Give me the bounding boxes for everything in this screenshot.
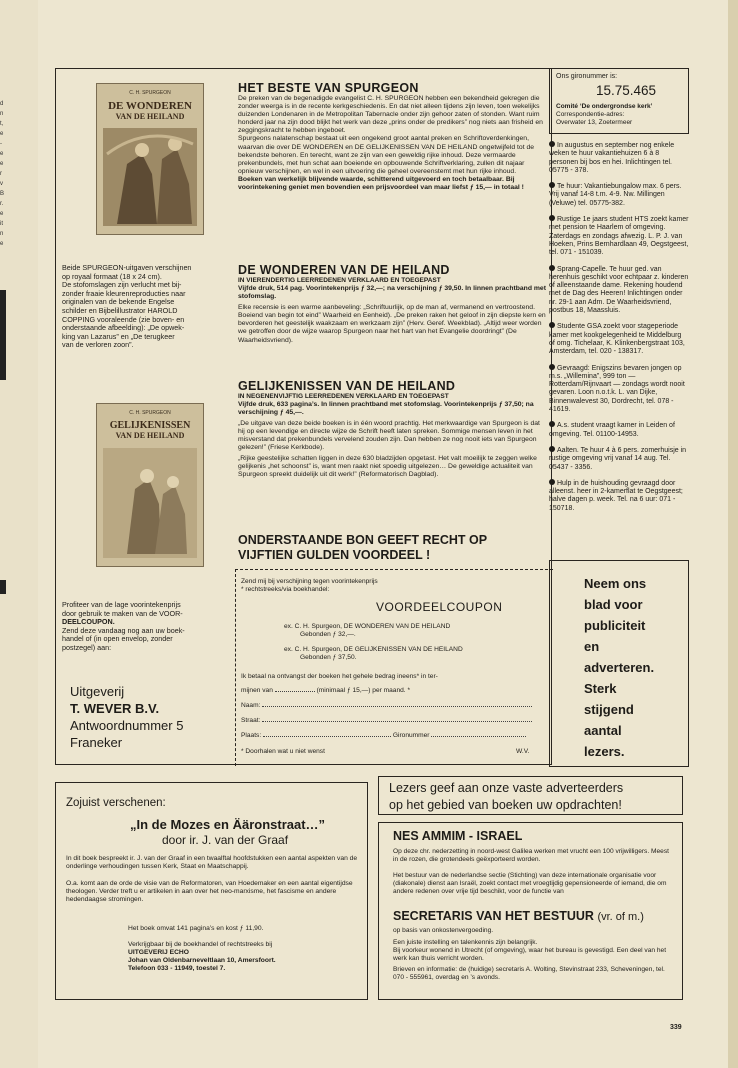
spine-text: e [0, 131, 4, 137]
spine-black-bar [0, 580, 6, 594]
ad-text: Te huur: Vakantiebungalow max. 6 pers. Vrij vanaf 14-8 t.m. 4-9. Nw. Millingen (Veluwe) tel. 05775-382. [549, 183, 682, 207]
spine-text: n [0, 231, 4, 237]
spine-text: e [0, 241, 4, 247]
gironummer-label: Gironummer [392, 732, 430, 739]
magazine-page [38, 0, 738, 1068]
ad-text: In augustus en september nog enkele weken te huur vakantiehuizen 6 à 8 personen bij bos en hei. Inlichtingen tel. 05775 - 378. [549, 142, 675, 174]
promo-line: Neem ons [584, 576, 647, 591]
classified-ads [549, 141, 689, 520]
voordeelcoupon [235, 569, 553, 766]
previous-page-spine [0, 0, 39, 1068]
mozes-ad [55, 782, 368, 1000]
nes-role-suffix: (vr. of m.) [597, 911, 644, 923]
intro-line: De stofomslagen zijn verlucht met bij- [62, 280, 182, 290]
gelijkenissen-price: Vijfde druk, 633 pagina’s. In linnen prachtband met stofomslag. Voorintekenprijs ƒ 37,50; na verschijning ƒ 45,—. [238, 401, 534, 417]
promo-text [584, 573, 654, 762]
spurgeon-p2: Spurgeons nalatenschap bestaat uit een ongekend groot aantal preken en Schriftoverdenkingen, waarvan die over DE WONDEREN en DE GELIJKENISSEN VAN DE HEILAND ongetwijfeld tot de bekendste behoren. En terecht, want ze zijn van een geweldig rijke inhoud. Deze vermaarde prekenbundels, met hun schat aan boeiende en opbouwende Schriftverklaring, zullen dit najaar opnieuw verschijnen, en wel in een uitvoering die geheel overeenstemt met hun rijke inhoud. [238, 135, 535, 175]
wonderen-body: Elke recensie is een warme aanbeveling: „Schriftuurlijk, op de man af, vermanend en vertroostend. Boeiend van begin tot eind” Waarheid en Eenheid). „De preken raken het geloof in zijn diepste kern en bevorderen het geestelijk waakzaam en werkzaam zijn” (Herv. Geref. Weekblad). „Altijd weer worden we getroffen door de wijze waarop Spurgeon naar het hart van het Evangelie doordringt” (De Waarheidsvriend). [238, 304, 546, 344]
mozes-title: „In de Mozes en Ääronstraat…” [130, 817, 326, 832]
lezers-box [378, 776, 683, 815]
straat-row [241, 717, 541, 724]
promo-line: Sterk [584, 681, 617, 696]
mozes-p1: In dit boek bespreekt ir. J. van der Graaf in een twaalftal hoofdstukken een aantal aspekten van de onderlinge verhoudingen tussen Kerk, Staat en Maatschappij. [66, 855, 358, 870]
cover-title: GELIJKENISSEN [109, 420, 191, 431]
coupon-footnote: * Doorhalen wat u niet wenst [241, 748, 325, 755]
profit-line: postzegel) aan: [62, 642, 112, 652]
bullet-icon [549, 141, 555, 147]
spine-text: r. [0, 201, 4, 207]
plaats-field[interactable] [263, 736, 391, 737]
promo-line: aantal [584, 723, 622, 738]
classified-ad [549, 446, 689, 472]
promo-line: lezers. [584, 744, 625, 759]
giro-org: Comité ‘De ondergrondse kerk’ [556, 103, 653, 110]
intro-line: king van Lazarus” en „De terugkeer [62, 331, 175, 341]
nes-role [393, 909, 644, 923]
page-number: 339 [670, 1024, 682, 1031]
intro-line: onderstaande afbeelding): „De opwek- [62, 323, 185, 333]
gelijkenissen-sub: IN NEGENENVIJFTIG LEERREDENEN VERKLAARD EN TOEGEPAST [238, 393, 449, 400]
intro-line: schilder en Bijbelillustrator HAROLD [62, 305, 178, 315]
spine-text: - [0, 141, 2, 147]
nes-p4: Een juiste instelling en talenkennis zijn belangrijk. [393, 939, 538, 946]
nes-p3: op basis van onkostenvergoeding. [393, 927, 494, 934]
spine-text: e [0, 211, 4, 217]
profit-line: door gebruik te maken van de VOOR- [62, 608, 183, 618]
cover-subtitle: VAN DE HEILAND [115, 431, 185, 440]
left-profit [62, 601, 235, 653]
nes-p1: Op deze chr. nederzetting in noord-west Galilea werken met vrucht een 100 vrijwilligers. Meest in de rozen, die grotendeels geëxporteerd worden. [393, 848, 669, 863]
ad-text: Studente GSA zoekt voor stageperiode kamer met kookgelegenheid te Middelburg of omg. Tichelaar, K. Klinkenbergstraat 103, Amsterdam, tel. 020 - 138317. [549, 323, 685, 356]
classified-ad [549, 421, 689, 439]
cover-subtitle: VAN DE HEILAND [115, 112, 185, 121]
mozes-label: Zojuist verschenen: [66, 797, 166, 809]
coupon-item-1-title: ex. C. H. Spurgeon, DE WONDEREN VAN DE HEILAND [284, 623, 451, 630]
bon-heading [238, 533, 548, 563]
intro-line: originalen van de bekende Engelse [62, 297, 175, 307]
cover-illustration [97, 444, 203, 564]
spine-text: e [0, 151, 4, 157]
promo-line: stijgend [584, 702, 634, 717]
spine-text: t, [0, 121, 4, 127]
classified-ad [549, 364, 689, 415]
profit-line: Zend deze vandaag nog aan uw boek- [62, 625, 185, 635]
nes-p5: Bij voorkeur wonend in Utrecht (of omgeving), waar het bureau is gevestigd. Een deel van het werk kan thuis verricht worden. [393, 947, 667, 962]
promo-line: en [584, 639, 600, 654]
spine-text: e [0, 161, 4, 167]
mozes-sale: Verkrijgbaar bij de boekhandel of rechtstreeks bij [128, 941, 273, 948]
cover-illustration [97, 124, 203, 234]
bullet-icon [549, 446, 555, 452]
nes-heading: NES AMMIM - ISRAEL [393, 829, 523, 843]
bullet-icon [549, 322, 555, 328]
ad-text: Aalten. Te huur 4 à 6 pers. zomerhuisje in rustige omgeving vrij vanaf 14 aug. Tel. 05437 - 3356. [549, 446, 687, 471]
spine-text: n [0, 111, 4, 117]
coupon-item-2-title: ex. C. H. Spurgeon, DE GELIJKENISSEN VAN DE HEILAND [284, 646, 463, 653]
plaats-row [241, 732, 541, 739]
cover-wonderen [96, 83, 204, 235]
coupon-item-1 [284, 623, 450, 638]
mozes-publisher: UITGEVERIJ ECHO [128, 949, 189, 956]
nes-p2: Het bestuur van de nederlandse sectie (Stichting) van deze internationale organisatie voor (diakonale) dienst aan Israël, zoekt contact met vroegtijdig gepensioneerde of iemand, die om andere redenen over vrije tijd beschikt, voor de functie van [393, 872, 667, 895]
promo-box [549, 560, 689, 767]
ad-text: Gevraagd: Enigszins bevaren jongen op m.s. „Willemina”, 999 ton — Rotterdam/Rijnvaart — zondags wordt nooit gevaren. Loon n.o.t.k. L. van Dijke, Binnenwalevest 30, Dordrecht, tel. 078 - 41619. [549, 364, 685, 414]
heading-gelijkenissen: GELIJKENISSEN VAN DE HEILAND [238, 379, 456, 393]
ad-text: Rustige 1e jaars student HTS zoekt kamer met pension te Haarlem of omgeving. Zaterdags en zondags afwezig. L. P. J. van Hoeken, Prins Bernhardlaan 49, Oegstgeest, tel. 071 - 151039. [549, 216, 689, 257]
giro-addr-1: Correspondentie-adres: [556, 111, 625, 118]
giro-number: 15.75.465 [596, 83, 657, 98]
left-intro [62, 264, 235, 350]
publisher-address [70, 683, 240, 751]
wonderen-section [238, 263, 548, 345]
gelijkenissen-body-2: „Rijke geestelijke schatten liggen in deze 630 bladzijden opgetast. Het valt moeilijk te zeggen welke gelijkenis „het schoonst” is, want men raakt niet spoedig uitgelezen… De geweldige actualiteit van Spurgeon spreekt duidelijk uit dit werk!” (Reformatorisch Dagblad). [238, 454, 537, 478]
ad-text: Hulp in de huishouding gevraagd door alleenst. heer in 2-kamerflat te Oegstgeest; halve dagen p. week. Tel. na 6 uur: 071 - 150718. [549, 479, 683, 512]
bullet-icon [549, 364, 555, 370]
profit-line: Profiteer van de lage voorintekenprijs [62, 600, 181, 609]
intro-line: op royaal formaat (18 x 24 cm). [62, 271, 162, 281]
straat-field[interactable] [262, 721, 532, 722]
spurgeon-p1: De preken van de begenadigde evangelist C. H. SPURGEON hebben een bekendheid gekregen die zonder weerga is in de recente kerkgeschiedenis. En dat niet alleen tijdens zijn leven, toen wekelijks duizenden Londenaren in de Metropolitan Tabernacle onder zijn gehoor zaten of stonden. Want ruim honderd jaar na zijn dood blijkt het werk van deze „prins onder de predikers” nog niets aan frisheid en zeggingskracht te hebben ingeboet. [238, 95, 543, 135]
lezers-line-1: Lezers geef aan onze vaste adverteerders [389, 781, 624, 795]
promo-line: blad voor [584, 597, 643, 612]
mozes-p2: O.a. komt aan de orde de visie van de Reformatoren, van Hoedemaker en een aantal eigentijdse theologen. Verder treft u er artikelen in aan over het neo-marxisme, het fascisme en andere hedendaagse stromingen. [66, 880, 353, 903]
classified-ad [549, 215, 689, 257]
profit-line: DEELCOUPON. [62, 617, 115, 627]
address-line: Uitgeverij [70, 684, 125, 699]
spine-text: it [0, 221, 3, 227]
coupon-intro-1: Zend mij bij verschijning tegen voorintekenprijs [241, 578, 378, 585]
intro-line: van de verloren zoon”. [62, 340, 134, 350]
bullet-icon [549, 421, 555, 427]
gelijkenissen-body-1: „De uitgave van deze beide boeken is in één woord prachtig. Het merkwaardige van Spurgeon is dat hij op een levendige en directe wijze de Schrift heeft laten spreken. Sommige mensen leven in het misverstand dat prekenbundels vervelend zouden zijn. Dan hebben ze nog nooit iets van Spurgeon gelezen!” (Friese Kerkbode). [238, 420, 540, 452]
wonderen-sub: IN VIERENDERTIG LEERREDENEN VERKLAARD EN TOEGEPAST [238, 277, 441, 284]
intro-line: COPPING vooraleende (zie boven- en [62, 314, 185, 324]
mozes-price: Het boek omvat 141 pagina’s en kost ƒ 11,90. [128, 925, 264, 932]
classified-ad [549, 479, 689, 513]
cover-publisher: C. H. SPURGEON [129, 90, 171, 96]
classified-ad [549, 265, 689, 316]
coupon-pay-2 [241, 687, 410, 694]
mozes-author: door ir. J. van der Graaf [162, 833, 289, 847]
giro-label: Ons gironummer is: [556, 73, 618, 80]
ad-text: A.s. student vraagt kamer in Leiden of omgeving. Tel. 01100-14953. [549, 422, 675, 438]
bullet-icon [549, 215, 555, 221]
promo-line: publiciteit [584, 618, 646, 633]
coupon-title: VOORDEELCOUPON [376, 600, 503, 614]
nes-p6: Brieven en informatie: de (huidige) secretaris A. Wolting, Stevinstraat 233, Scheveningen, tel. 070 - 555961, overdag en ’s avonds. [393, 966, 665, 981]
naam-field[interactable] [262, 706, 532, 707]
bullet-icon [549, 265, 555, 271]
mozes-addr: Johan van Oldenbarneveltlaan 10, Amersfoort. [128, 957, 276, 964]
spine-text: d [0, 101, 4, 107]
coupon-item-2-price: Gebonden ƒ 37,50. [300, 653, 357, 661]
classified-ad [549, 322, 689, 356]
wonderen-price: Vijfde druk, 514 pag. Voorintekenprijs ƒ 32,—; na verschijning ƒ 39,50. In linnen prachtband met stofomslag. [238, 285, 546, 301]
heading-spurgeon: HET BESTE VAN SPURGEON [238, 81, 419, 95]
coupon-pay-1: Ik betaal na ontvangst der boeken het gehele bedrag ineens* in ter- [241, 673, 438, 680]
coupon-intro-2: * rechtstreeks/via boekhandel: [241, 585, 330, 593]
naam-row [241, 702, 541, 709]
heading-wonderen: DE WONDEREN VAN DE HEILAND [238, 263, 450, 277]
address-line: T. WEVER B.V. [70, 701, 160, 716]
spine-text: v [0, 181, 3, 187]
coupon-item-2 [284, 646, 463, 661]
spurgeon-ad [55, 68, 552, 765]
cover-title: DE WONDEREN [108, 100, 192, 112]
term-amount-field[interactable] [275, 691, 315, 692]
bon-heading-2: VIJFTIEN GULDEN VOORDEEL ! [238, 548, 431, 562]
cover-publisher: C. H. SPURGEON [129, 410, 171, 416]
gironummer-field[interactable] [431, 736, 526, 737]
address-line: Franeker [70, 735, 123, 750]
intro-line: Beide SPURGEON-uitgaven verschijnen [62, 263, 192, 272]
bullet-icon [549, 182, 555, 188]
bullet-icon [549, 479, 555, 485]
promo-line: adverteren. [584, 660, 655, 675]
page-edge [728, 0, 738, 1068]
spine-black-bar [0, 290, 6, 380]
spurgeon-p3: Boeken van werkelijk blijvende waarde, schitterend uitgevoerd en toch betaalbaar. Bij voorintekening geniet men bovendien een prijsvoordeel van maar liefst ƒ 15,— in totaal ! [238, 175, 524, 192]
spurgeon-article [238, 81, 548, 192]
cover-gelijkenissen [96, 403, 204, 567]
plaats-label: Plaats: [241, 732, 262, 739]
profit-line: handel of (in open envelop, zonder [62, 634, 173, 644]
nes-ammim-ad [378, 822, 683, 1000]
giro-addr-2: Overwater 13, Zoetermeer [556, 119, 633, 126]
nes-role-title: SECRETARIS VAN HET BESTUUR [393, 909, 594, 923]
coupon-code: W.V. [516, 748, 530, 755]
coupon-pay-2a: mijnen van [241, 687, 273, 694]
coupon-pay-2b: (minimaal ƒ 15,—) per maand. * [316, 687, 411, 694]
intro-line: zonder fraaie kleurenreproducties naar [62, 288, 186, 298]
address-line: Antwoordnummer 5 [70, 718, 184, 733]
straat-label: Straat: [241, 717, 261, 724]
spine-text: r [0, 171, 2, 177]
classified-ad [549, 182, 689, 208]
right-column [549, 68, 689, 567]
gelijkenissen-section [238, 379, 548, 479]
lezers-line-2: op het gebied van boeken uw opdrachten! [389, 798, 622, 812]
coupon-item-1-price: Gebonden ƒ 32,—. [300, 630, 356, 638]
giro-box [549, 68, 689, 134]
naam-label: Naam: [241, 702, 261, 709]
mozes-tel: Telefoon 033 - 11949, toestel 7. [128, 965, 226, 972]
bon-heading-1: ONDERSTAANDE BON GEEFT RECHT OP [238, 533, 488, 547]
classified-ad [549, 141, 689, 175]
ad-text: Sprang-Capelle. Te huur ged. van herenhuis geschikt voor echtpaar z. kinderen of alleenstaande dame. Rekening houdend met de Dag des Heeren! Inlichtingen onder nr. 29-1 aan Adm. De Waarheidsvriend, postbus 18, Maassluis. [549, 265, 689, 315]
spine-text: B [0, 191, 5, 197]
